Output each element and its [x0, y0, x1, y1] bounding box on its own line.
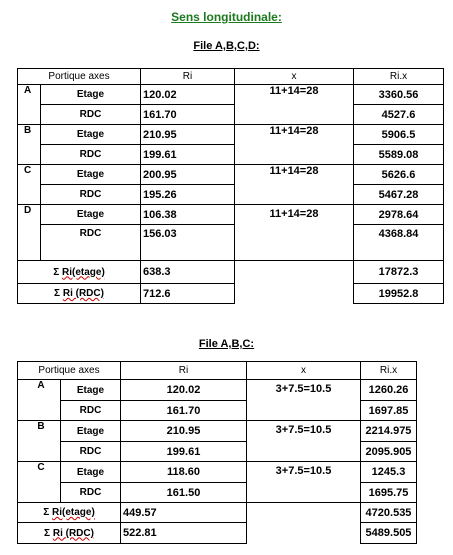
- sigma-symbol: Σ: [43, 507, 50, 518]
- ri-etage: 120.02: [121, 380, 247, 401]
- row-label-etage: Etage: [41, 85, 141, 105]
- sigma-symbol: Σ: [44, 527, 51, 539]
- axis-label: B: [18, 125, 41, 165]
- x-value: 11+14=28: [235, 165, 354, 205]
- header-rix: Ri.x: [361, 362, 417, 380]
- table-row: [18, 145, 444, 165]
- sum-etage-label: [18, 261, 141, 284]
- sum-row-etage: [18, 261, 444, 284]
- sum-rdc-text: Ri (RDC): [52, 527, 94, 539]
- sum-etage-text: Ri(etage): [52, 507, 95, 518]
- x-value: 11+14=28: [235, 85, 354, 125]
- ri-etage: 106.38: [141, 205, 235, 225]
- axis-label: A: [18, 85, 41, 125]
- header-ri: Ri: [121, 362, 247, 380]
- sum-etage-rix: 4720.535: [361, 503, 417, 523]
- row-label-rdc: RDC: [41, 185, 141, 205]
- rix-etage: 1260.26: [361, 380, 417, 401]
- rix-rdc: 1695.75: [361, 483, 417, 503]
- axis-label: D: [18, 205, 41, 261]
- empty-cell: [235, 261, 354, 284]
- table-row: [18, 105, 444, 125]
- header-portique: Portique axes: [18, 69, 141, 85]
- sum-rdc-label: [18, 284, 141, 304]
- rix-etage: 2978.64: [354, 205, 444, 225]
- rix-rdc: 4527.6: [354, 105, 444, 125]
- sum-rdc-rix: 19952.8: [354, 284, 444, 304]
- sum-etage-ri: 638.3: [141, 261, 235, 284]
- row-label-rdc: RDC: [41, 105, 141, 125]
- x-value: 11+14=28: [235, 205, 354, 261]
- row-label-etage: Etage: [61, 462, 121, 483]
- table-row: [18, 380, 417, 401]
- table-row: [18, 165, 444, 185]
- axis-label: B: [18, 421, 61, 462]
- rix-etage: 1245.3: [361, 462, 417, 483]
- table-row: [18, 125, 444, 145]
- table2-subtitle: File A,B,C:: [198, 338, 255, 350]
- page-title: Sens longitudinale:: [171, 10, 282, 24]
- x-value: 3+7.5=10.5: [247, 380, 361, 421]
- table-row: [18, 205, 444, 225]
- sigma-symbol: Σ: [53, 266, 60, 278]
- rix-etage: 3360.56: [354, 85, 444, 105]
- sum-row-rdc: [18, 523, 417, 544]
- x-value: 3+7.5=10.5: [247, 421, 361, 462]
- rix-rdc: 1697.85: [361, 401, 417, 421]
- rix-etage: 2214.975: [361, 421, 417, 442]
- rix-rdc: 2095.905: [361, 442, 417, 462]
- ri-rdc: 199.61: [121, 442, 247, 462]
- sum-row-etage: [18, 503, 417, 523]
- table1-subtitle: File A,B,C,D:: [193, 40, 260, 52]
- ri-rdc: 161.70: [141, 105, 235, 125]
- ri-rdc: 161.50: [121, 483, 247, 503]
- ri-rdc: 199.61: [141, 145, 235, 165]
- empty-cell: [247, 523, 361, 544]
- row-label-etage: Etage: [41, 165, 141, 185]
- axis-label: C: [18, 165, 41, 205]
- axis-label: A: [18, 380, 61, 421]
- header-x: x: [247, 362, 361, 380]
- ri-rdc: 156.03: [141, 225, 235, 261]
- header-x: x: [235, 69, 354, 85]
- table-row: [18, 85, 444, 105]
- sum-rdc-text: Ri (RDC): [62, 288, 104, 299]
- table-row: [18, 185, 444, 205]
- empty-cell: [235, 284, 354, 304]
- ri-etage: 200.95: [141, 165, 235, 185]
- ri-etage: 118.60: [121, 462, 247, 483]
- rix-rdc: 5467.28: [354, 185, 444, 205]
- sum-etage-ri: 449.57: [121, 503, 247, 523]
- empty-cell: [247, 503, 361, 523]
- ri-etage: 210.95: [141, 125, 235, 145]
- sum-rdc-rix: 5489.505: [361, 523, 417, 544]
- sum-etage-text: Ri(etage): [62, 266, 105, 278]
- sum-etage-rix: 17872.3: [354, 261, 444, 284]
- table-file-abcd: [17, 68, 444, 304]
- sum-etage-label: [18, 503, 121, 523]
- rix-etage: 5626.6: [354, 165, 444, 185]
- rix-rdc: 4368.84: [354, 225, 444, 261]
- header-rix: Ri.x: [354, 69, 444, 85]
- header-portique: Portique axes: [18, 362, 121, 380]
- row-label-rdc: RDC: [61, 483, 121, 503]
- row-label-rdc: RDC: [61, 442, 121, 462]
- x-value: 11+14=28: [235, 125, 354, 165]
- row-label-etage: Etage: [61, 380, 121, 401]
- header-ri: Ri: [141, 69, 235, 85]
- rix-rdc: 5589.08: [354, 145, 444, 165]
- row-label-etage: Etage: [61, 421, 121, 442]
- x-value: 3+7.5=10.5: [247, 462, 361, 503]
- rix-etage: 5906.5: [354, 125, 444, 145]
- row-label-etage: Etage: [41, 205, 141, 225]
- sum-rdc-ri: 522.81: [121, 523, 247, 544]
- sum-rdc-ri: 712.6: [141, 284, 235, 304]
- axis-label: C: [18, 462, 61, 503]
- row-label-etage: Etage: [41, 125, 141, 145]
- row-label-rdc: RDC: [61, 401, 121, 421]
- table-row: [18, 462, 417, 483]
- ri-etage: 120.02: [141, 85, 235, 105]
- sigma-symbol: Σ: [54, 288, 61, 299]
- table-file-abc: [17, 361, 417, 544]
- sum-row-rdc: [18, 284, 444, 304]
- table-row: [18, 225, 444, 261]
- ri-rdc: 161.70: [121, 401, 247, 421]
- ri-etage: 210.95: [121, 421, 247, 442]
- sum-rdc-label: [18, 523, 121, 544]
- row-label-rdc: RDC: [41, 225, 141, 261]
- ri-rdc: 195.26: [141, 185, 235, 205]
- table-row: [18, 421, 417, 442]
- row-label-rdc: RDC: [41, 145, 141, 165]
